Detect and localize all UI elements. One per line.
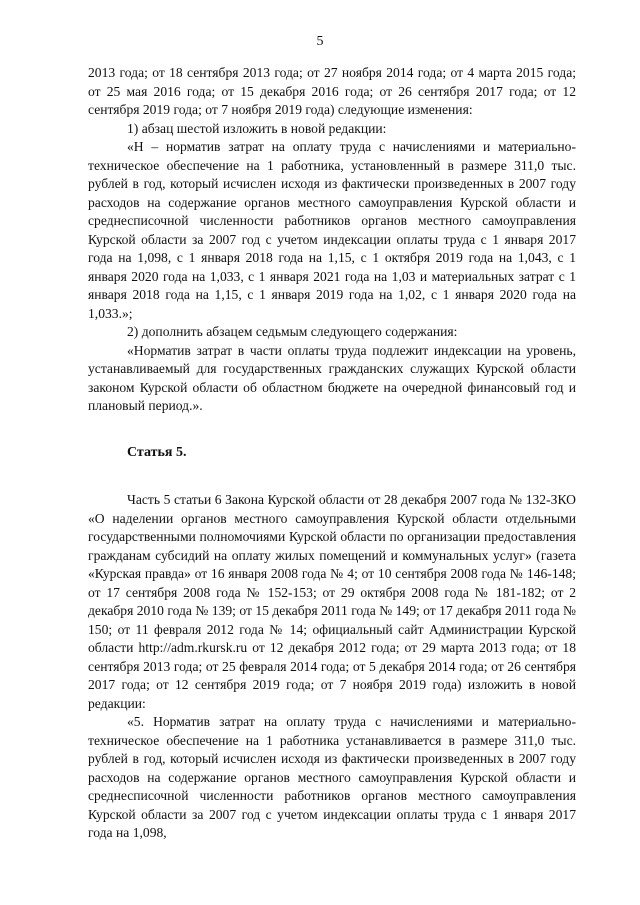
paragraph-article-5-intro: Часть 5 статьи 6 Закона Курской области от 28 декабря 2007 года № 132-ЗКО «О наделении органов местного самоуправления Курской области отдельными государственными полномочиями Курской области по организации предоставления гражданам субсидий на оплату жилых помещений и коммунальных услуг» (газета «Курская правда» от 16 января 2008 года № 4; от 10 сентября 2008 года № 146-148; от 17 сентября 2008 года № 152-153; от 29 октября 2008 года № 181-182; от 2 декабря 2010 года № 139; от 15 декабря 2011 года № 149; от 17 декабря 2011 года № 150; от 11 февраля 2012 года № 14; официальный сайт Администрации Курской области http://adm.rkursk.ru от 12 декабря 2012 года; от 29 марта 2013 года; от 18 сентября 2013 года; от 25 февраля 2014 года; от 5 декабря 2014 года; от 26 сентября 2017 года; от 12 сентября 2019 года; от 7 ноября 2019 года) изложить в новой редакции: — [88, 492, 576, 711]
paragraph-norm-definition: «Н – норматив затрат на оплату труда с начислениями и материально-техническое обеспечение на 1 работника, установленный в размере 311,0 тыс. рублей в год, который исчислен исходя из фактически произведенных в 2007 году расходов на содержание органов местного самоуправления Курской области и среднесписочной численности работников органов местного самоуправления Курской области за 2007 год с учетом индексации оплаты труда с 1 января 2017 года на 1,098, с 1 января 2018 года на 1,15, с 1 октября 2019 года на 1,043, с 1 января 2020 года на 1,033, с 1 января 2021 года на 1,03 и материальных затрат с 1 января 2018 года на 1,15, с 1 января 2019 года на 1,02, с 1 января 2020 года на 1,033.»; — [88, 139, 576, 321]
paragraph-item-2: 2) дополнить абзацем седьмым следующего содержания: — [127, 324, 458, 339]
paragraph-article-5-text: «5. Норматив затрат на оплату труда с начислениями и материально-техническое обеспечение на 1 работника устанавливается в размере 311,0 тыс. рублей в год, который исчислен исходя из фактически произведенных в 2007 году расходов на содержание органов местного самоуправления Курской области и среднесписочной численности работников органов местного самоуправления Курской области за 2007 год с учетом индексации оплаты труда с 1 января 2017 года на 1,098, — [88, 714, 576, 840]
paragraph-amendment-dates: 2013 года; от 18 сентября 2013 года; от 27 ноября 2014 года; от 4 марта 2015 года; от 25 мая 2016 года; от 15 декабря 2016 года; от 26 сентября 2017 года; от 12 сентября 2019 года; от 7 ноября 2019 года) следующие изменения: — [88, 65, 576, 117]
article-heading: Статья 5. — [127, 444, 187, 460]
document-body — [88, 64, 576, 843]
paragraph-item-1: 1) абзац шестой изложить в новой редакции: — [127, 120, 387, 136]
paragraph-indexation: «Норматив затрат в части оплаты труда подлежит индексации на уровень, устанавливаемый для государственных гражданских служащих Курской области законом Курской области об областном бюджете на очередной финансовый год и плановый период.». — [88, 342, 576, 413]
page-number: 5 — [316, 34, 324, 49]
